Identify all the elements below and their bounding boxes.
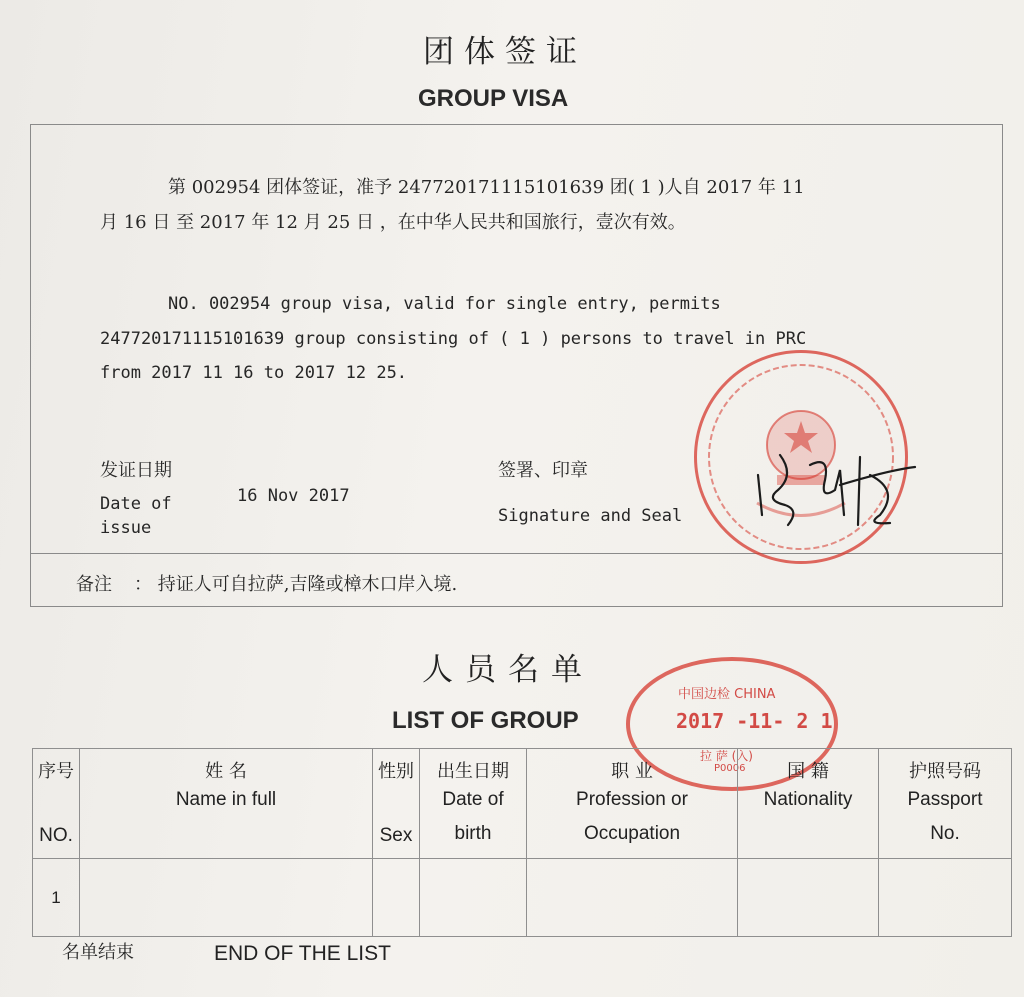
column-header-dob-cn: 出生日期 xyxy=(437,761,509,782)
signature-scribble-icon xyxy=(740,445,920,535)
issue-date-label-cn: 发证日期 xyxy=(100,460,172,481)
column-header-nationality xyxy=(738,749,879,859)
visa-text-en-line2: 247720171115101639 group consisting of ( 1 ) persons to travel in PRC xyxy=(100,329,807,349)
issue-date-label-en-2: issue xyxy=(100,518,152,538)
issue-date-value: 16 Nov 2017 xyxy=(237,486,350,506)
row-cell-nationality xyxy=(738,859,879,937)
row-cell-profession xyxy=(527,859,738,937)
row-cell-passport xyxy=(879,859,1012,937)
column-header-nationality-cn: 国 籍 xyxy=(787,761,829,782)
column-header-no xyxy=(33,749,80,859)
entry-stamp-date: 2017 -11- 2 1 xyxy=(676,709,833,733)
column-header-passport-cn: 护照号码 xyxy=(909,761,981,782)
issue-date-label-en-1: Date of xyxy=(100,494,172,514)
end-of-list-cn: 名单结束 xyxy=(62,942,134,963)
title-chinese: 团体签证 xyxy=(423,34,587,70)
row-cell-no: 1 xyxy=(33,859,80,937)
row-cell-name xyxy=(80,859,373,937)
remarks-text: ： 持证人可自拉萨,吉隆或樟木口岸入境. xyxy=(134,574,458,595)
column-header-nationality-en: Nationality xyxy=(763,789,853,810)
entry-stamp-port: 拉 萨 (入) xyxy=(700,749,753,763)
column-header-no-cn: 序号 xyxy=(38,761,74,782)
list-title-chinese: 人员名单 xyxy=(422,652,594,688)
column-header-name-en: Name in full xyxy=(175,789,277,810)
visa-text-cn-line2: 月 16 日 至 2017 年 12 月 25 日 ，在中华人民共和国旅行，壹次有效。 xyxy=(100,212,686,233)
group-list-table xyxy=(32,748,1012,937)
visa-text-en-line1: NO. 002954 group visa, valid for single entry, permits xyxy=(168,294,721,314)
column-header-profession-cn: 职 业 xyxy=(611,761,653,782)
visa-text-en-line3: from 2017 11 16 to 2017 12 25. xyxy=(100,363,408,383)
column-header-sex xyxy=(373,749,420,859)
column-header-dob xyxy=(420,749,527,859)
column-header-profession xyxy=(527,749,738,859)
issue-date-label-en xyxy=(100,492,172,540)
list-title-english: LIST OF GROUP xyxy=(392,707,579,734)
column-header-name-cn: 姓 名 xyxy=(205,761,247,782)
row-cell-dob xyxy=(420,859,527,937)
table-header-row xyxy=(33,749,1012,859)
table-row xyxy=(33,859,1012,937)
column-header-sex-en: Sex xyxy=(379,825,413,846)
column-header-name xyxy=(80,749,373,859)
column-header-sex-cn: 性别 xyxy=(378,761,414,782)
entry-stamp-top: 中国边检 CHINA xyxy=(678,687,776,702)
column-header-dob-en: Date of birth xyxy=(442,789,504,844)
column-header-passport-en: Passport No. xyxy=(907,789,983,844)
column-header-profession-en: Profession or Occupation xyxy=(576,789,688,844)
signature-label-en: Signature and Seal xyxy=(498,506,683,526)
visa-text-cn-line1: 第 002954 团体签证，准予 247720171115101639 团( 1 )人自 2017 年 11 xyxy=(168,177,805,198)
column-header-no-en: NO. xyxy=(39,825,73,846)
end-of-list-en: END OF THE LIST xyxy=(214,942,391,965)
entry-stamp-code: P0006 xyxy=(714,763,746,774)
title-english: GROUP VISA xyxy=(418,85,569,112)
remarks-label: 备注 xyxy=(76,574,112,595)
column-header-passport xyxy=(879,749,1012,859)
signature-label-cn: 签署、印章 xyxy=(498,460,588,481)
row-cell-sex xyxy=(373,859,420,937)
